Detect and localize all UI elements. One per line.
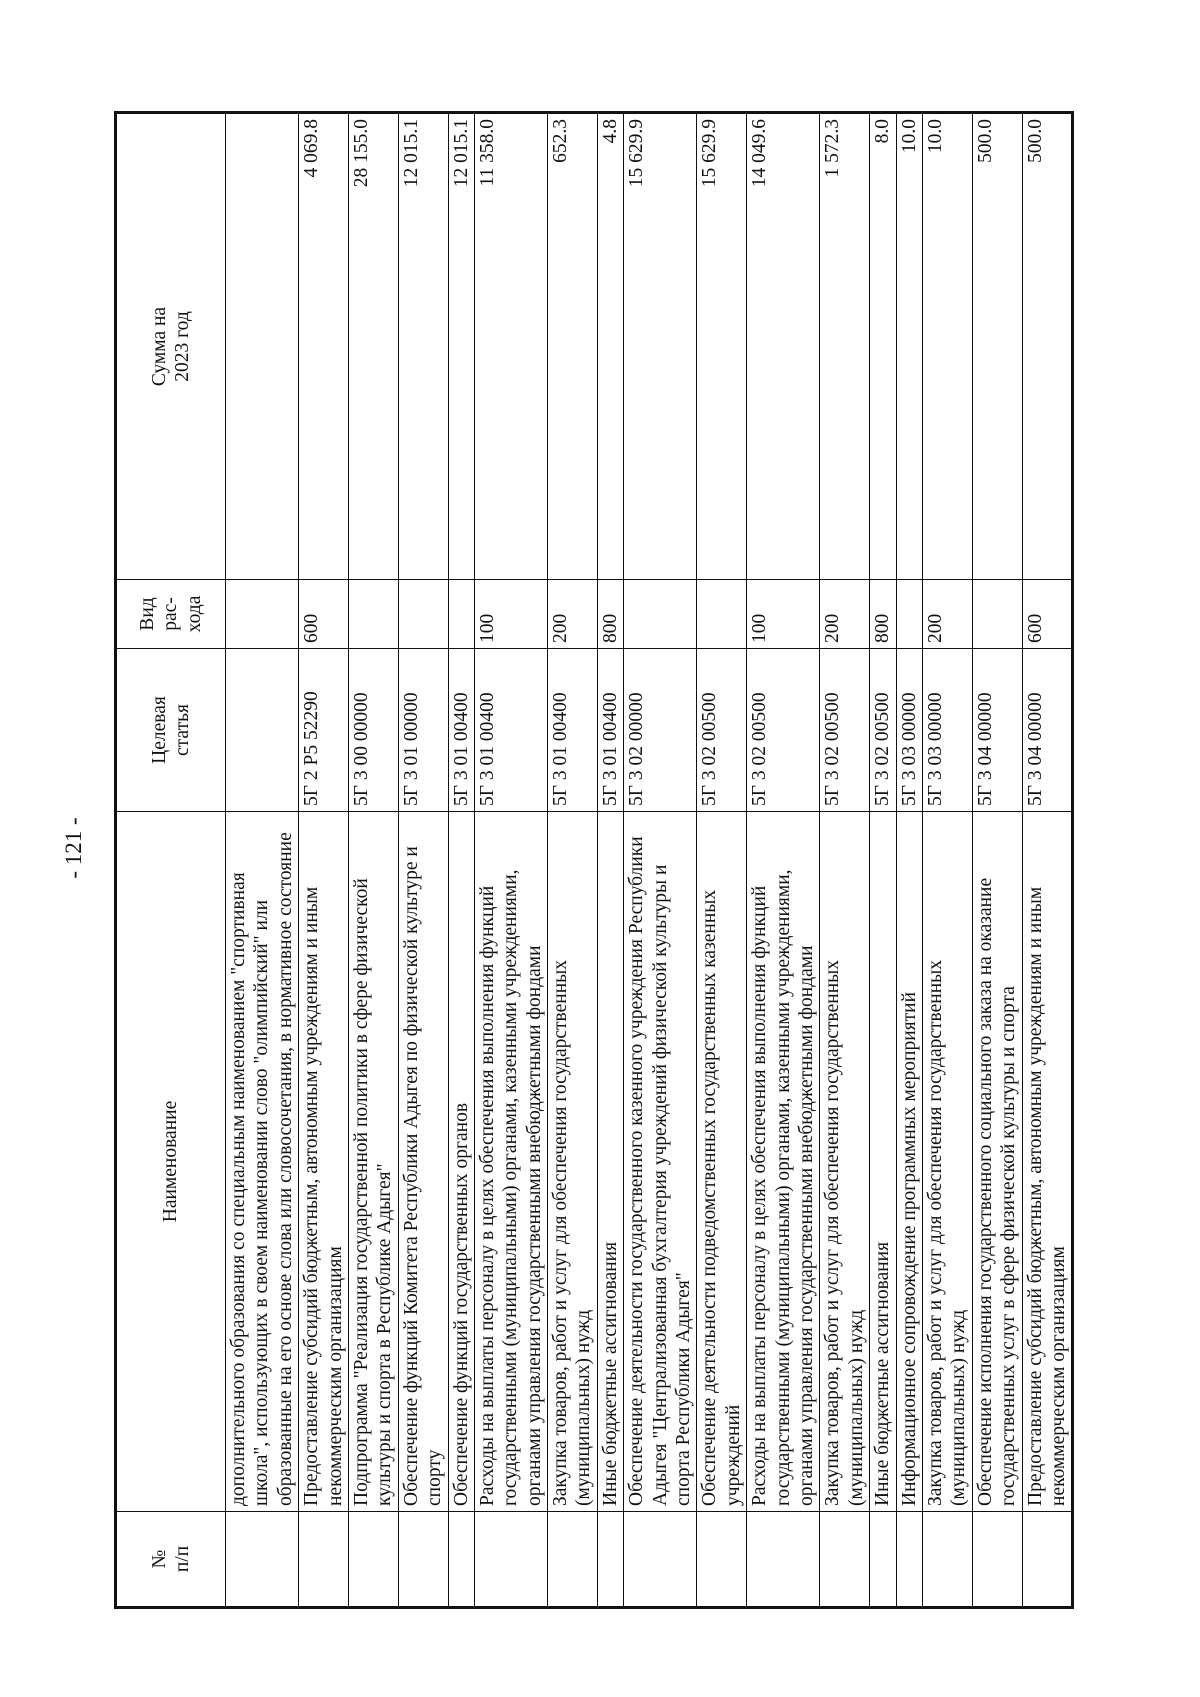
table-row [299, 113, 349, 1608]
cell-num [548, 1512, 598, 1608]
cell-target: 5Г 3 02 00500 [747, 649, 820, 812]
cell-name: Информационное сопровождение программных мероприятий [896, 812, 922, 1512]
table-row [1022, 113, 1073, 1608]
cell-name: Предоставление субсидий бюджетным, автономным учреждениям и иным некоммерческим организациям [299, 812, 349, 1512]
cell-target: 5Г 3 02 00500 [820, 649, 870, 812]
cell-amount: 12 015.1 [398, 113, 448, 580]
cell-type [896, 580, 922, 649]
cell-name: дополнительного образования со специальным наименованием "спортивная школа", использующих в своем наименовании слово "олимпийский" или образованные на его основе слова или словосочетания, в нормативное состояние [226, 812, 299, 1512]
cell-type [226, 580, 299, 649]
cell-amount: 1 572.3 [820, 113, 870, 580]
cell-type [972, 580, 1022, 649]
cell-num [474, 1512, 547, 1608]
table-row [747, 113, 820, 1608]
cell-name: Обеспечение функций государственных органов [448, 812, 474, 1512]
cell-name: Расходы на выплаты персоналу в целях обеспечения выполнения функций государственными (муниципальными) органами, казенными учреждениями, органами управления государственными внебюджетными фондами [474, 812, 547, 1512]
cell-num [299, 1512, 349, 1608]
cell-target: 5Г 3 02 00500 [870, 649, 896, 812]
table-row [624, 113, 697, 1608]
cell-num [398, 1512, 448, 1608]
cell-type [398, 580, 448, 649]
table-header-row [116, 113, 226, 1608]
cell-name: Обеспечение деятельности подведомственных государственных казенных учреждений [697, 812, 747, 1512]
cell-name: Иные бюджетные ассигнования [597, 812, 623, 1512]
cell-target: 5Г 3 01 00400 [474, 649, 547, 812]
cell-amount: 28 155.0 [348, 113, 398, 580]
cell-target [226, 649, 299, 812]
cell-type: 200 [548, 580, 598, 649]
cell-num [747, 1512, 820, 1608]
table-row [474, 113, 547, 1608]
cell-num [820, 1512, 870, 1608]
cell-name: Подпрограмма "Реализация государственной политики в сфере физической культуры и спорта в Республике Адыгея" [348, 812, 398, 1512]
table-row [348, 113, 398, 1608]
table-row [820, 113, 870, 1608]
cell-name: Закупка товаров, работ и услуг для обеспечения государственных (муниципальных) нужд [922, 812, 972, 1512]
table-body [226, 113, 1073, 1608]
header-name: Наименование [116, 812, 226, 1512]
table-row [597, 113, 623, 1608]
cell-num [870, 1512, 896, 1608]
cell-num [624, 1512, 697, 1608]
cell-type [348, 580, 398, 649]
cell-amount [226, 113, 299, 580]
cell-amount: 15 629.9 [624, 113, 697, 580]
cell-num [697, 1512, 747, 1608]
cell-name: Иные бюджетные ассигнования [870, 812, 896, 1512]
cell-amount: 500.0 [1022, 113, 1073, 580]
header-target-line: статья [172, 704, 193, 756]
header-amount [116, 113, 226, 580]
cell-name: Закупка товаров, работ и услуг для обеспечения государственных (муниципальных) нужд [820, 812, 870, 1512]
table-row [226, 113, 299, 1608]
cell-type [624, 580, 697, 649]
header-type-line: Вид [136, 597, 158, 631]
cell-target: 5Г 3 01 00000 [398, 649, 448, 812]
cell-amount: 11 358.0 [474, 113, 547, 580]
cell-name: Закупка товаров, работ и услуг для обеспечения государственных (муниципальных) нужд [548, 812, 598, 1512]
cell-name: Предоставление субсидий бюджетным, автономным учреждениям и иным некоммерческим организациям [1022, 812, 1073, 1512]
cell-target: 5Г 2 Р5 52290 [299, 649, 349, 812]
cell-name: Обеспечение исполнения государственного социального заказа на оказание государственных услуг в сфере физической культуры и спорта [972, 812, 1022, 1512]
header-num [116, 1512, 226, 1608]
cell-amount: 14 049.6 [747, 113, 820, 580]
cell-type: 800 [870, 580, 896, 649]
table-row [448, 113, 474, 1608]
table-row [548, 113, 598, 1608]
budget-table [114, 111, 1074, 1609]
table-row [922, 113, 972, 1608]
header-target-line: Целевая [148, 696, 170, 764]
cell-name: Расходы на выплаты персоналу в целях обеспечения выполнения функций государственными (муниципальными) органами, казенными учреждениями, органами управления государственными внебюджетными фондами [747, 812, 820, 1512]
cell-type [448, 580, 474, 649]
cell-num [972, 1512, 1022, 1608]
cell-amount: 4.8 [597, 113, 623, 580]
header-type-line: хода [183, 595, 205, 633]
header-type-line: рас- [160, 597, 182, 631]
cell-target: 5Г 3 00 00000 [348, 649, 398, 812]
cell-num [448, 1512, 474, 1608]
table-row [398, 113, 448, 1608]
cell-target: 5Г 3 04 00000 [1022, 649, 1073, 812]
cell-target: 5Г 3 01 00400 [448, 649, 474, 812]
table-row [896, 113, 922, 1608]
table-row [972, 113, 1022, 1608]
header-type [116, 580, 226, 649]
cell-amount: 15 629.9 [697, 113, 747, 580]
header-num-line: п/п [172, 1545, 193, 1573]
cell-type: 200 [922, 580, 972, 649]
cell-target: 5Г 3 02 00500 [697, 649, 747, 812]
cell-amount: 652.3 [548, 113, 598, 580]
cell-target: 5Г 3 04 00000 [972, 649, 1022, 812]
cell-num [597, 1512, 623, 1608]
cell-type: 800 [597, 580, 623, 649]
cell-num [1022, 1512, 1073, 1608]
cell-target: 5Г 3 03 00000 [896, 649, 922, 812]
cell-amount: 500.0 [972, 113, 1022, 580]
cell-type [697, 580, 747, 649]
table-row [870, 113, 896, 1608]
cell-type: 600 [299, 580, 349, 649]
header-amount-line: 2023 год [172, 311, 193, 382]
cell-num [896, 1512, 922, 1608]
cell-target: 5Г 3 03 00000 [922, 649, 972, 812]
budget-table-rotated [114, 114, 1078, 1609]
page-number: - 121 - [61, 817, 86, 879]
header-amount-line: Сумма на [148, 306, 170, 387]
cell-target: 5Г 3 01 00400 [597, 649, 623, 812]
cell-amount: 12 015.1 [448, 113, 474, 580]
cell-amount: 10.0 [896, 113, 922, 580]
header-target [116, 649, 226, 812]
cell-amount: 10.0 [922, 113, 972, 580]
cell-num [348, 1512, 398, 1608]
cell-name: Обеспечение деятельности государственного казенного учреждения Республики Адыгея "Централизованная бухгалтерия учреждений физической культуры и спорта Республики Адыгея" [624, 812, 697, 1512]
cell-target: 5Г 3 01 00400 [548, 649, 598, 812]
cell-amount: 8.0 [870, 113, 896, 580]
cell-name: Обеспечение функций Комитета Республики Адыгея по физической культуре и спорту [398, 812, 448, 1512]
cell-type: 100 [474, 580, 547, 649]
cell-type: 100 [747, 580, 820, 649]
table-row [697, 113, 747, 1608]
cell-type: 200 [820, 580, 870, 649]
cell-num [226, 1512, 299, 1608]
cell-num [922, 1512, 972, 1608]
header-num-line: № [148, 1549, 170, 1569]
cell-amount: 4 069.8 [299, 113, 349, 580]
cell-target: 5Г 3 02 00000 [624, 649, 697, 812]
cell-type: 600 [1022, 580, 1073, 649]
